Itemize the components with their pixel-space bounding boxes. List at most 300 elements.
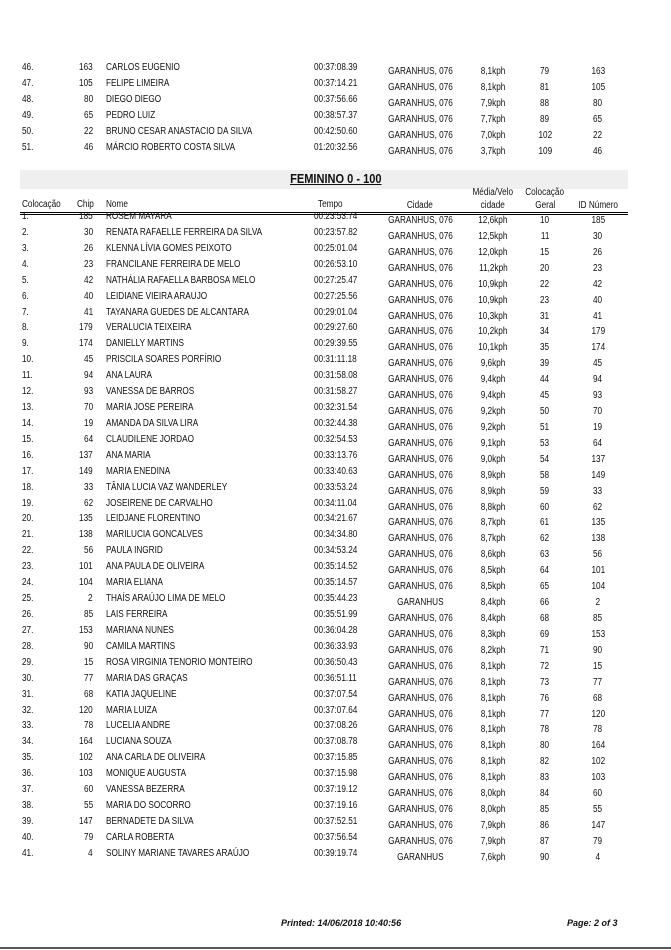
cell-city: GARANHUS, 076: [387, 644, 453, 656]
cell-name: ANA MARIA: [106, 449, 151, 461]
cell-position: 20.: [22, 513, 34, 525]
cell-city: GARANHUS, 076: [387, 533, 453, 545]
page-bottom-border: [0, 947, 671, 949]
cell-speed: 8,1kph: [480, 724, 506, 736]
table-row: [0, 211, 671, 227]
table-row: [0, 259, 671, 275]
cell-overall-position: 51: [540, 421, 550, 433]
cell-chip: 23: [83, 258, 93, 270]
cell-name: MARIA ELIANA: [106, 577, 163, 589]
cell-time: 00:34:21.67: [314, 513, 358, 525]
cell-id-number: 103: [591, 772, 605, 784]
cell-time: 00:37:07.64: [314, 704, 358, 716]
cell-id-number: 22: [593, 129, 603, 141]
cell-overall-position: 15: [540, 246, 550, 258]
cell-speed: 8,1kph: [480, 692, 506, 704]
cell-position: 49.: [22, 109, 34, 121]
cell-time: 00:37:15.98: [314, 768, 358, 780]
cell-time: 00:34:34.80: [314, 529, 358, 541]
cell-id-number: 93: [593, 390, 603, 402]
cell-speed: 12,5kph: [478, 230, 508, 242]
cell-overall-position: 86: [540, 819, 550, 831]
cell-chip: 15: [83, 656, 93, 668]
cell-position: 27.: [22, 624, 34, 636]
cell-city: GARANHUS, 076: [387, 358, 453, 370]
cell-speed: 7,9kph: [480, 819, 506, 831]
cell-speed: 8,5kph: [480, 565, 506, 577]
table-row: [0, 482, 671, 498]
cell-position: 46.: [22, 62, 34, 73]
header-id-numero: ID Número: [578, 200, 618, 211]
cell-id-number: 56: [593, 549, 603, 561]
cell-time: 00:34:53.24: [314, 545, 358, 557]
cell-overall-position: 62: [540, 533, 550, 545]
cell-id-number: 163: [591, 66, 605, 77]
cell-city: GARANHUS, 076: [387, 374, 453, 386]
cell-name: LAIS FERREIRA: [106, 609, 168, 620]
cell-chip: 30: [83, 226, 93, 238]
cell-city: GARANHUS, 076: [387, 278, 453, 290]
cell-time: 00:32:44.38: [314, 417, 358, 429]
cell-time: 00:34:11.04: [314, 497, 357, 509]
cell-name: ANA PAULA DE OLIVEIRA: [106, 561, 205, 573]
cell-chip: 78: [83, 720, 93, 732]
cell-city: GARANHUS, 076: [387, 66, 453, 77]
section-title: FEMININO 0 - 100: [289, 171, 382, 186]
cell-chip: 90: [83, 640, 93, 652]
cell-overall-position: 44: [540, 374, 550, 386]
cell-speed: 8,1kph: [480, 660, 506, 672]
cell-chip: 103: [79, 768, 93, 780]
cell-position: 12.: [22, 386, 34, 398]
cell-id-number: 179: [591, 326, 605, 338]
table-row: [0, 291, 671, 307]
cell-speed: 9,2kph: [480, 406, 506, 418]
cell-position: 48.: [22, 93, 34, 105]
table-row: [0, 800, 671, 816]
cell-chip: 40: [83, 290, 93, 302]
cell-overall-position: 90: [540, 851, 550, 863]
cell-time: 00:32:54.53: [314, 433, 358, 445]
cell-id-number: 19: [593, 421, 603, 433]
cell-city: GARANHUS, 076: [387, 421, 453, 433]
cell-chip: 4: [88, 847, 93, 859]
cell-city: GARANHUS, 076: [387, 565, 453, 577]
cell-overall-position: 66: [540, 597, 550, 609]
cell-speed: 7,9kph: [480, 97, 506, 109]
cell-chip: 42: [83, 274, 93, 286]
cell-id-number: 23: [593, 262, 603, 274]
cell-position: 8.: [22, 322, 29, 334]
cell-chip: 22: [83, 125, 93, 137]
cell-time: 00:37:08.39: [314, 62, 358, 73]
cell-chip: 104: [79, 577, 93, 589]
cell-speed: 9,0kph: [480, 453, 506, 465]
cell-position: 39.: [22, 815, 34, 827]
cell-name: CAMILA MARTINS: [106, 640, 176, 652]
cell-position: 13.: [22, 402, 34, 414]
cell-position: 15.: [22, 433, 34, 445]
cell-time: 00:37:08.78: [314, 736, 358, 748]
cell-time: 00:37:08.26: [314, 720, 358, 732]
cell-name: VERALUCIA TEIXEIRA: [106, 322, 192, 334]
table-row: [0, 593, 671, 609]
table-row: [0, 418, 671, 434]
cell-id-number: 149: [591, 469, 605, 481]
cell-speed: 8,1kph: [480, 740, 506, 752]
cell-overall-position: 20: [540, 262, 550, 274]
cell-chip: 164: [79, 736, 93, 748]
header-velocidade-2: cidade: [480, 200, 506, 211]
cell-speed: 12,0kph: [478, 246, 508, 258]
cell-name: TÂNIA LUCIA VAZ WANDERLEY: [106, 481, 228, 493]
cell-chip: 120: [79, 704, 93, 716]
cell-overall-position: 71: [540, 644, 550, 656]
cell-speed: 8,9kph: [480, 485, 506, 497]
cell-position: 9.: [22, 338, 29, 350]
cell-overall-position: 35: [540, 342, 550, 354]
cell-city: GARANHUS, 076: [387, 469, 453, 481]
cell-name: MARIANA NUNES: [106, 624, 174, 636]
cell-overall-position: 83: [540, 772, 550, 784]
cell-id-number: 41: [593, 310, 603, 322]
table-row: [0, 768, 671, 784]
cell-position: 34.: [22, 736, 34, 748]
cell-time: 00:37:19.16: [314, 800, 358, 812]
cell-overall-position: 54: [540, 453, 550, 465]
cell-city: GARANHUS, 076: [387, 501, 453, 513]
table-row: [0, 832, 671, 848]
cell-speed: 3,7kph: [480, 145, 506, 157]
cell-position: 18.: [22, 481, 34, 493]
cell-chip: 85: [83, 609, 93, 620]
cell-position: 31.: [22, 688, 34, 700]
cell-city: GARANHUS, 076: [387, 628, 453, 640]
table-row: [0, 110, 671, 126]
cell-time: 00:31:58.08: [314, 370, 358, 382]
cell-name: ANA CARLA DE OLIVEIRA: [106, 752, 206, 764]
cell-name: MARIA ENEDINA: [106, 465, 171, 477]
cell-id-number: 33: [593, 485, 603, 497]
cell-speed: 8,1kph: [480, 708, 506, 720]
cell-id-number: 65: [593, 113, 603, 125]
table-row: [0, 338, 671, 354]
cell-speed: 7,9kph: [480, 835, 506, 847]
cell-overall-position: 85: [540, 804, 550, 816]
header-tempo: Tempo: [318, 199, 343, 210]
cell-id-number: 42: [593, 278, 603, 290]
cell-city: GARANHUS, 076: [387, 692, 453, 704]
header-geral-1: Colocação: [525, 187, 565, 198]
cell-overall-position: 60: [540, 501, 550, 513]
cell-chip: 77: [83, 672, 93, 684]
cell-city: GARANHUS, 076: [387, 581, 453, 593]
table-row: [0, 322, 671, 338]
cell-city: GARANHUS: [396, 851, 444, 863]
cell-position: 14.: [22, 417, 34, 429]
cell-id-number: 164: [591, 740, 605, 752]
cell-overall-position: 80: [540, 740, 550, 752]
cell-overall-position: 11: [540, 230, 550, 242]
table-row: [0, 561, 671, 577]
table-row: [0, 354, 671, 370]
header-geral-2: Geral: [534, 200, 556, 211]
cell-name: LEIDJANE FLORENTINO: [106, 513, 201, 525]
cell-name: DANIELLY MARTINS: [106, 338, 184, 350]
cell-time: 00:36:50.43: [314, 656, 358, 668]
cell-speed: 9,6kph: [480, 358, 506, 370]
cell-name: MARIA JOSE PEREIRA: [106, 402, 194, 414]
cell-id-number: 147: [591, 819, 605, 831]
cell-time: 00:29:27.60: [314, 322, 358, 334]
cell-city: GARANHUS, 076: [387, 326, 453, 338]
table-row: [0, 370, 671, 386]
cell-time: 00:35:51.99: [314, 609, 358, 620]
cell-overall-position: 69: [540, 628, 550, 640]
cell-overall-position: 109: [538, 145, 552, 157]
cell-city: GARANHUS, 076: [387, 613, 453, 624]
cell-name: MARIA LUIZA: [106, 704, 158, 716]
cell-city: GARANHUS, 076: [387, 310, 453, 322]
cell-overall-position: 78: [540, 724, 550, 736]
cell-position: 5.: [22, 274, 29, 286]
table-row: [0, 78, 671, 94]
printed-date: Printed: 14/06/2018 10:40:56: [281, 918, 402, 928]
cell-id-number: 15: [593, 660, 603, 672]
table-row: [0, 450, 671, 466]
cell-chip: 179: [79, 322, 93, 334]
cell-overall-position: 53: [540, 437, 550, 449]
table-row: [0, 609, 671, 625]
cell-chip: 70: [83, 402, 93, 414]
cell-overall-position: 22: [540, 278, 550, 290]
table-row: [0, 126, 671, 142]
cell-chip: 137: [79, 449, 93, 461]
cell-speed: 10,9kph: [478, 278, 508, 290]
cell-name: ROSEM MAYARA: [106, 211, 172, 222]
cell-name: CARLOS EUGENIO: [106, 62, 180, 73]
cell-name: MONIQUE AUGUSTA: [106, 768, 187, 780]
cell-position: 3.: [22, 242, 29, 254]
cell-name: DIEGO DIEGO: [106, 93, 162, 105]
cell-overall-position: 39: [540, 358, 550, 370]
cell-overall-position: 88: [540, 97, 550, 109]
cell-time: 00:23:53.74: [314, 211, 358, 222]
cell-city: GARANHUS, 076: [387, 129, 453, 141]
cell-time: 00:25:01.04: [314, 242, 358, 254]
cell-speed: 11,2kph: [478, 262, 508, 274]
cell-name: MÁRCIO ROBERTO COSTA SILVA: [106, 141, 236, 153]
cell-chip: 163: [79, 62, 93, 73]
cell-chip: 153: [79, 624, 93, 636]
cell-chip: 45: [83, 354, 93, 366]
cell-name: ROSA VIRGINIA TENORIO MONTEIRO: [106, 656, 253, 668]
cell-time: 00:37:19.12: [314, 784, 358, 796]
cell-chip: 174: [79, 338, 93, 350]
cell-chip: 80: [83, 93, 93, 105]
cell-time: 00:37:56.54: [314, 831, 358, 843]
cell-speed: 9,4kph: [480, 374, 506, 386]
cell-overall-position: 58: [540, 469, 550, 481]
cell-chip: 60: [83, 784, 93, 796]
cell-time: 00:37:52.51: [314, 815, 358, 827]
cell-time: 00:29:39.55: [314, 338, 358, 350]
cell-overall-position: 102: [538, 129, 552, 141]
cell-city: GARANHUS, 076: [387, 549, 453, 561]
cell-position: 6.: [22, 290, 29, 302]
header-chip: Chip: [77, 199, 94, 210]
cell-speed: 8,4kph: [480, 613, 506, 624]
cell-overall-position: 65: [540, 581, 550, 593]
cell-overall-position: 81: [540, 81, 550, 93]
cell-overall-position: 34: [540, 326, 550, 338]
table-row: [0, 577, 671, 593]
cell-position: 23.: [22, 561, 34, 573]
table-row: [0, 705, 671, 721]
table-row: [0, 689, 671, 705]
table-row: [0, 434, 671, 450]
cell-time: 00:42:50.60: [314, 125, 358, 137]
cell-time: 00:36:51.11: [314, 672, 357, 684]
cell-city: GARANHUS, 076: [387, 819, 453, 831]
cell-speed: 8,7kph: [480, 517, 506, 529]
cell-id-number: 94: [593, 374, 603, 386]
cell-overall-position: 76: [540, 692, 550, 704]
cell-id-number: 79: [593, 835, 603, 847]
cell-name: RENATA RAFAELLE FERREIRA DA SILVA: [106, 226, 263, 238]
cell-overall-position: 59: [540, 485, 550, 497]
cell-name: ANA LAURA: [106, 370, 153, 382]
cell-time: 00:36:04.28: [314, 624, 358, 636]
cell-speed: 8,2kph: [480, 644, 506, 656]
cell-position: 36.: [22, 768, 34, 780]
table-row: [0, 307, 671, 323]
cell-time: 00:37:07.54: [314, 688, 358, 700]
cell-id-number: 80: [593, 97, 603, 109]
cell-time: 00:33:53.24: [314, 481, 358, 493]
cell-position: 29.: [22, 656, 34, 668]
table-row: [0, 657, 671, 673]
cell-position: 40.: [22, 831, 34, 843]
cell-speed: 8,1kph: [480, 66, 506, 77]
cell-position: 28.: [22, 640, 34, 652]
table-row: [0, 673, 671, 689]
cell-speed: 8,9kph: [480, 469, 506, 481]
cell-time: 00:27:25.56: [314, 290, 358, 302]
cell-overall-position: 73: [540, 676, 550, 688]
cell-speed: 7,7kph: [480, 113, 506, 125]
cell-id-number: 64: [593, 437, 603, 449]
cell-id-number: 30: [593, 230, 603, 242]
cell-chip: 185: [79, 211, 93, 222]
cell-position: 26.: [22, 609, 34, 620]
cell-speed: 10,1kph: [478, 342, 508, 354]
cell-speed: 8,1kph: [480, 81, 506, 93]
cell-id-number: 120: [591, 708, 605, 720]
cell-chip: 138: [79, 529, 93, 541]
header-colocacao: Colocação: [22, 199, 61, 210]
cell-name: MARIA DO SOCORRO: [106, 800, 191, 812]
cell-city: GARANHUS, 076: [387, 262, 453, 274]
cell-chip: 64: [83, 433, 93, 445]
cell-name: NATHÁLIA RAFAELLA BARBOSA MELO: [106, 274, 256, 286]
cell-speed: 8,0kph: [480, 788, 506, 800]
cell-id-number: 4: [595, 851, 601, 863]
cell-speed: 8,1kph: [480, 756, 506, 768]
cell-city: GARANHUS: [396, 597, 444, 609]
cell-position: 37.: [22, 784, 34, 796]
cell-city: GARANHUS, 076: [387, 485, 453, 497]
cell-id-number: 104: [591, 581, 605, 593]
cell-position: 22.: [22, 545, 34, 557]
cell-speed: 7,0kph: [480, 129, 506, 141]
cell-speed: 8,1kph: [480, 676, 506, 688]
cell-city: GARANHUS, 076: [387, 453, 453, 465]
cell-chip: 79: [83, 831, 93, 843]
cell-id-number: 77: [593, 676, 603, 688]
cell-city: GARANHUS, 076: [387, 724, 453, 736]
cell-position: 41.: [22, 847, 34, 859]
header-nome: Nome: [106, 199, 128, 210]
cell-overall-position: 63: [540, 549, 550, 561]
cell-time: 00:37:14.21: [314, 77, 358, 89]
cell-position: 11.: [22, 370, 33, 382]
cell-position: 25.: [22, 593, 34, 605]
cell-chip: 101: [79, 561, 93, 573]
cell-city: GARANHUS, 076: [387, 756, 453, 768]
cell-chip: 93: [83, 386, 93, 398]
cell-time: 00:26:53.10: [314, 258, 358, 270]
cell-city: GARANHUS, 076: [387, 81, 453, 93]
table-row: [0, 752, 671, 768]
cell-position: 35.: [22, 752, 34, 764]
cell-position: 51.: [22, 141, 34, 153]
cell-speed: 8,5kph: [480, 581, 506, 593]
cell-id-number: 68: [593, 692, 603, 704]
cell-overall-position: 89: [540, 113, 550, 125]
cell-id-number: 46: [593, 145, 603, 157]
cell-id-number: 174: [591, 342, 605, 354]
cell-speed: 10,2kph: [478, 326, 508, 338]
cell-position: 50.: [22, 125, 34, 137]
table-row: [0, 529, 671, 545]
cell-position: 38.: [22, 800, 34, 812]
header-cidade: Cidade: [406, 200, 433, 211]
cell-chip: 149: [79, 465, 93, 477]
cell-id-number: 135: [591, 517, 605, 529]
cell-city: GARANHUS, 076: [387, 676, 453, 688]
cell-name: VANESSA DE BARROS: [106, 386, 195, 398]
cell-id-number: 185: [591, 215, 605, 226]
header-velocidade-1: Média/Velo: [472, 187, 514, 198]
cell-city: GARANHUS, 076: [387, 230, 453, 242]
cell-position: 47.: [22, 77, 34, 89]
cell-city: GARANHUS, 076: [387, 294, 453, 306]
cell-id-number: 78: [593, 724, 603, 736]
cell-name: LUCIANA SOUZA: [106, 736, 172, 748]
table-row: [0, 275, 671, 291]
cell-city: GARANHUS, 076: [387, 788, 453, 800]
page-number: Page: 2 of 3: [567, 918, 618, 928]
cell-speed: 8,7kph: [480, 533, 506, 545]
cell-chip: 105: [79, 77, 93, 89]
cell-city: GARANHUS, 076: [387, 97, 453, 109]
cell-speed: 8,0kph: [480, 804, 506, 816]
cell-overall-position: 23: [540, 294, 550, 306]
cell-id-number: 60: [593, 788, 603, 800]
cell-name: LUCELIA ANDRE: [106, 720, 171, 732]
cell-time: 00:31:11.18: [314, 354, 357, 366]
